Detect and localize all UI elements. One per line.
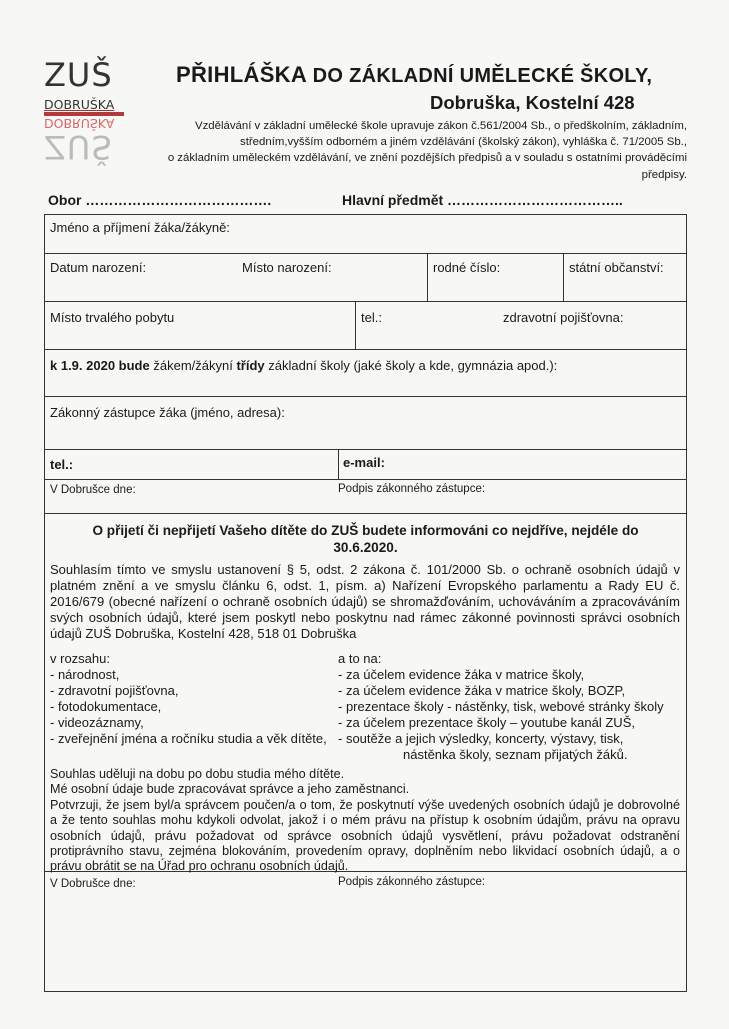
scope-list [50, 651, 327, 747]
consent-paragraph: Souhlasím tímto ve smyslu ustanovení § 5, odst. 2 zákona č. 101/2000 Sb. o ochraně osobních údajů v platném znění a ve smyslu článku 6, odst. 1, písm. a) Nařízení Evropského parlamentu a Rady EU č. 2016/679 (obecné nařízení o ochraně osobních údajů) se shromažďováním, uchováváním a zpracováváním svých osobních údajů, které jsem poskytl nebo poskytnu nad rámec zákonné povinnosti správci osobních údajů ZUŠ Dobruška, Kostelní 428, 518 01 Dobruška [50, 562, 680, 641]
school-date-bold: k 1.9. 2020 bude [50, 358, 150, 373]
legal-line: o základním uměleckém vzdělávání, ve znění pozdějších předpisů a v souladu s ostatními prováděcími předpisy. [167, 152, 687, 181]
consent-section [45, 514, 686, 872]
consent-final [50, 767, 680, 875]
email-label: e-mail: [343, 455, 385, 470]
guardian-label: Zákonný zástupce žáka (jméno, adresa): [50, 405, 285, 420]
place-date-label-2: V Dobrušce dne: [50, 878, 136, 890]
admission-notice: O přijetí či nepřijetí Vašeho dítěte do ZUŠ budete informováni co nejdříve, nejdéle do 30.6.2020. [92, 523, 639, 555]
school-class-bold: třídy [236, 358, 265, 373]
signature-label-2: Podpis zákonného zástupce: [338, 876, 486, 888]
purpose-list [338, 651, 664, 763]
birth-place-label[interactable]: Místo narození: [242, 260, 332, 275]
main-subject-field[interactable]: Hlavní předmět ……………………………….. [342, 192, 623, 208]
tel-insurance-cell[interactable] [355, 302, 686, 349]
school-info [50, 358, 557, 373]
school-address: Dobruška, Kostelní 428 [430, 92, 635, 113]
consent-confirmation: Potvrzuji, že jsem byl/a správcem poučen/a o tom, že poskytnutí výše uvedených osobních údajů je dobrovolné a že tento souhlas mohu kdykoli odvolat, jakož i o mém právu na přístup k osobním údajům, právu na opravu osobních údajů, právu požadovat od správce osobních údajů vysvětlení, právu požadovat odstranění protiprávního stavu, zejména blokováním, provedením opravy, doplněním nebo likvidací osobních údajů, a o právu obrátit se na Úřad pro ochranu osobních údajů. [50, 797, 680, 874]
school-row[interactable] [45, 350, 686, 397]
birth-date-label[interactable]: Datum narození: [50, 260, 147, 275]
logo-mirror-name: DOBRUŠKA [44, 116, 115, 131]
purpose-item: - za účelem evidence žáka v matrice školy, [338, 667, 585, 682]
place-date-label: V Dobrušce dne: [50, 484, 136, 496]
email-cell[interactable] [338, 450, 686, 479]
obor-field[interactable]: Obor …………………………………. [48, 192, 272, 208]
legal-line: středním,vyšším odborném a jiném vzdělávání (školský zákon), vyhláška č. 71/2005 Sb., [240, 136, 687, 149]
consent-duration: Souhlas uděluji na dobu po dobu studia mého dítěte. [50, 767, 345, 781]
guardian-row[interactable] [45, 397, 686, 450]
school-text-rest: základní školy (jaké školy a kde, gymnázia apod.): [268, 358, 558, 373]
residence-row [45, 302, 686, 350]
citizenship-label: státní občanství: [569, 260, 664, 275]
tel-label: tel.: [361, 310, 382, 325]
legal-line: Vzdělávání v základní umělecké škole upravuje zákon č.561/2004 Sb., o předškolním, základním, [195, 120, 687, 132]
scope-item: - videozáznamy, [50, 715, 144, 730]
school-text: žákem/žákyní [153, 358, 233, 373]
scope-item: - zdravotní pojišťovna, [50, 683, 179, 698]
birth-number-label: rodné číslo: [433, 260, 501, 275]
logo-school-name: DOBRUŠKA [44, 97, 115, 112]
application-form [44, 214, 687, 992]
scope-item: - národnost, [50, 667, 120, 682]
page-title [176, 62, 652, 88]
school-logo [44, 58, 122, 170]
signature-row-1[interactable] [45, 480, 686, 514]
birth-row [45, 254, 686, 302]
purpose-item: - za účelem evidence žáka v matrice školy, BOZP, [338, 683, 626, 698]
contact-row [45, 450, 686, 480]
title-main: PŘIHLÁŠKA [176, 62, 307, 87]
title-rest: DO ZÁKLADNÍ UMĚLECKÉ ŠKOLY, [312, 65, 653, 87]
purpose-item: nástěnka školy, seznam přijatých žáků. [403, 747, 628, 762]
scope-heading: v rozsahu: [50, 651, 110, 666]
guardian-tel-label[interactable]: tel.: [50, 457, 74, 472]
name-row[interactable] [45, 215, 686, 254]
citizenship-cell[interactable] [563, 254, 686, 301]
scope-item: - fotodokumentace, [50, 699, 162, 714]
purpose-heading: a to na: [338, 651, 382, 666]
birth-number-cell[interactable] [427, 254, 563, 301]
purpose-item: - prezentace školy - nástěnky, tisk, webové stránky školy [338, 699, 664, 714]
name-label: Jméno a příjmení žáka/žákyně: [50, 220, 230, 235]
scope-item: - zveřejnění jména a ročníku studia a věk dítěte, [50, 731, 327, 746]
consent-processor: Mé osobní údaje bude zpracovávat správce a jeho zaměstnanci. [50, 782, 410, 797]
residence-label[interactable]: Místo trvalého pobytu [50, 310, 175, 325]
logo-abbreviation: ZUŠ [44, 56, 113, 94]
signature-row-2[interactable] [45, 872, 686, 991]
insurance-label: zdravotní pojišťovna: [503, 310, 624, 325]
signature-label: Podpis zákonného zástupce: [338, 483, 486, 495]
logo-mirror-abbreviation: ZUŠ [44, 128, 113, 166]
purpose-item: - soutěže a jejich výsledky, koncerty, výstavy, tisk, [338, 731, 624, 746]
purpose-item: - za účelem prezentace školy – youtube kanál ZUŠ, [338, 715, 635, 730]
legal-notice [127, 118, 687, 183]
